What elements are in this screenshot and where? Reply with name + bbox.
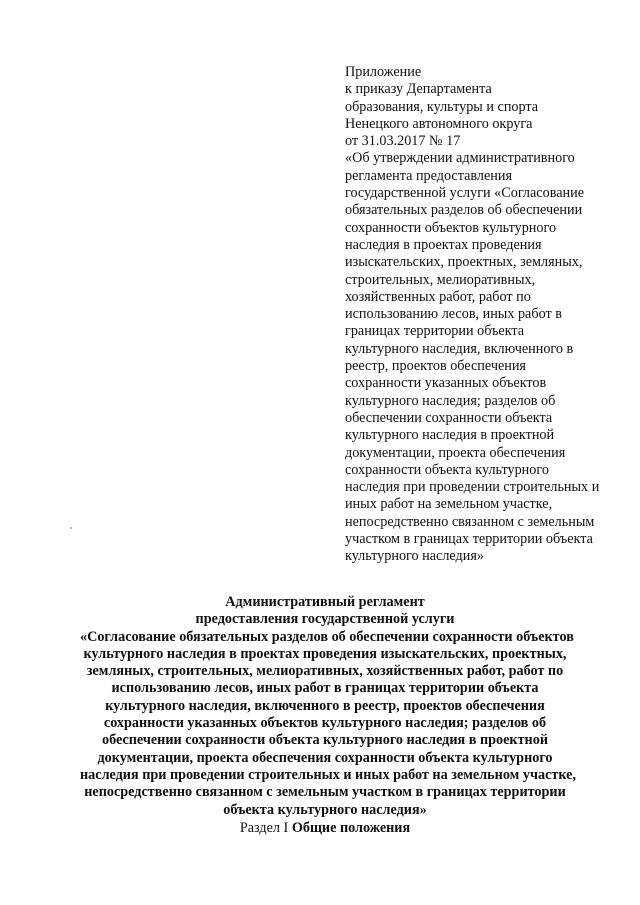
appendix-line: государственной услуги «Согласование bbox=[345, 185, 584, 202]
scan-speck bbox=[70, 527, 72, 529]
section-heading bbox=[80, 820, 570, 837]
appendix-line: «Об утверждении административного bbox=[345, 150, 575, 167]
section-title: Общие положения bbox=[291, 820, 411, 836]
regulation-title-line: земляных, строительных, мелиоративных, хозяйственных работ, работ по bbox=[86, 663, 564, 680]
appendix-line: границах территории объекта bbox=[345, 323, 525, 340]
regulation-title-line: предоставления государственной услуги bbox=[195, 611, 455, 628]
regulation-title-line: использованию лесов, иных работ в границах территории объекта bbox=[111, 680, 539, 697]
regulation-title-line: культурного наследия в проектах проведения изыскательских, проектных, bbox=[83, 645, 567, 662]
appendix-line: иных работ на земельном участке, bbox=[345, 496, 553, 513]
regulation-title-line: объекта культурного наследия» bbox=[223, 801, 427, 818]
regulation-title-line: обеспечении сохранности объекта культурного наследия в проектной bbox=[101, 732, 549, 749]
appendix-line: от 31.03.2017 № 17 bbox=[345, 133, 461, 150]
section-number: Раздел I bbox=[239, 820, 292, 836]
appendix-line: документации, проекта обеспечения bbox=[345, 444, 566, 461]
appendix-line: наследия при проведении строительных и bbox=[345, 479, 600, 496]
appendix-line: сохранности объекта культурного bbox=[345, 461, 549, 478]
appendix-line: реестр, проектов обеспечения bbox=[345, 358, 526, 375]
regulation-title-line: наследия при проведении строительных и иных работ на земельном участке, bbox=[80, 766, 576, 783]
regulation-title-line: документации, проекта обеспечения сохранности объекта культурного bbox=[97, 749, 553, 766]
regulation-title-line: сохранности указанных объектов культурного наследия; разделов об bbox=[103, 715, 547, 732]
appendix-line: использованию лесов, иных работ в bbox=[345, 306, 562, 323]
appendix-line: культурного наследия в проектной bbox=[345, 427, 555, 444]
regulation-title-line: «Согласование обязательных разделов об обеспечении сохранности объектов bbox=[80, 628, 574, 645]
appendix-line: наследия в проектах проведения bbox=[345, 236, 542, 253]
appendix-line: хозяйственных работ, работ по bbox=[345, 288, 531, 305]
appendix-line: обеспечении сохранности объекта bbox=[345, 409, 553, 426]
appendix-line: регламента предоставления bbox=[345, 167, 512, 184]
appendix-line: культурного наследия, включенного в bbox=[345, 340, 574, 357]
appendix-line: сохранности указанных объектов bbox=[345, 375, 547, 392]
appendix-line: участком в границах территории объекта bbox=[345, 531, 593, 548]
appendix-line: Приложение bbox=[345, 64, 422, 80]
appendix-block bbox=[345, 64, 607, 566]
appendix-line: образования, культуры и спорта bbox=[345, 98, 539, 115]
appendix-line: сохранности объектов культурного bbox=[345, 219, 557, 236]
regulation-title-line: культурного наследия, включенного в реестр, проектов обеспечения bbox=[105, 697, 545, 714]
appendix-line: непосредственно связанном с земельным bbox=[345, 513, 595, 530]
appendix-line: строительных, мелиоративных, bbox=[345, 271, 536, 288]
regulation-title-line: непосредственно связанном с земельным участком в границах территории bbox=[84, 784, 566, 801]
appendix-line: Ненецкого автономного округа bbox=[345, 115, 533, 132]
appendix-line: культурного наследия» bbox=[345, 548, 484, 565]
regulation-title-line: Административный регламент bbox=[225, 594, 425, 610]
appendix-line: изыскательских, проектных, земляных, bbox=[345, 254, 583, 271]
appendix-line: к приказу Департамента bbox=[345, 81, 492, 98]
regulation-title bbox=[80, 594, 576, 819]
appendix-line: обязательных разделов об обеспечении bbox=[345, 202, 583, 219]
appendix-line: культурного наследия; разделов об bbox=[345, 392, 556, 409]
